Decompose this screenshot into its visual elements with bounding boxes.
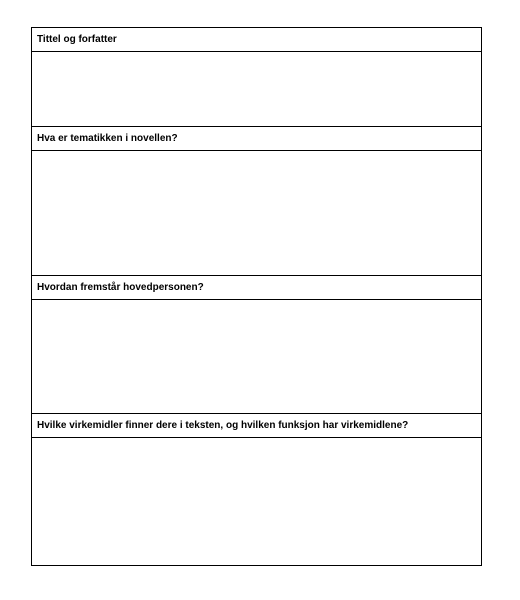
section-heading: Tittel og forfatter — [32, 28, 481, 52]
section-main-character — [32, 275, 481, 413]
section-heading: Hvilke virkemidler finner dere i teksten, og hvilken funksjon har virkemidlene? — [32, 414, 481, 438]
worksheet-table — [31, 27, 482, 566]
answer-box-literary-devices[interactable] — [32, 438, 481, 565]
section-heading: Hva er tematikken i novellen? — [32, 127, 481, 151]
answer-box-title-author[interactable] — [32, 52, 481, 126]
section-heading: Hvordan fremstår hovedpersonen? — [32, 276, 481, 300]
section-literary-devices — [32, 413, 481, 565]
section-title-author — [32, 28, 481, 126]
answer-box-theme[interactable] — [32, 151, 481, 275]
answer-box-main-character[interactable] — [32, 300, 481, 413]
section-theme — [32, 126, 481, 275]
